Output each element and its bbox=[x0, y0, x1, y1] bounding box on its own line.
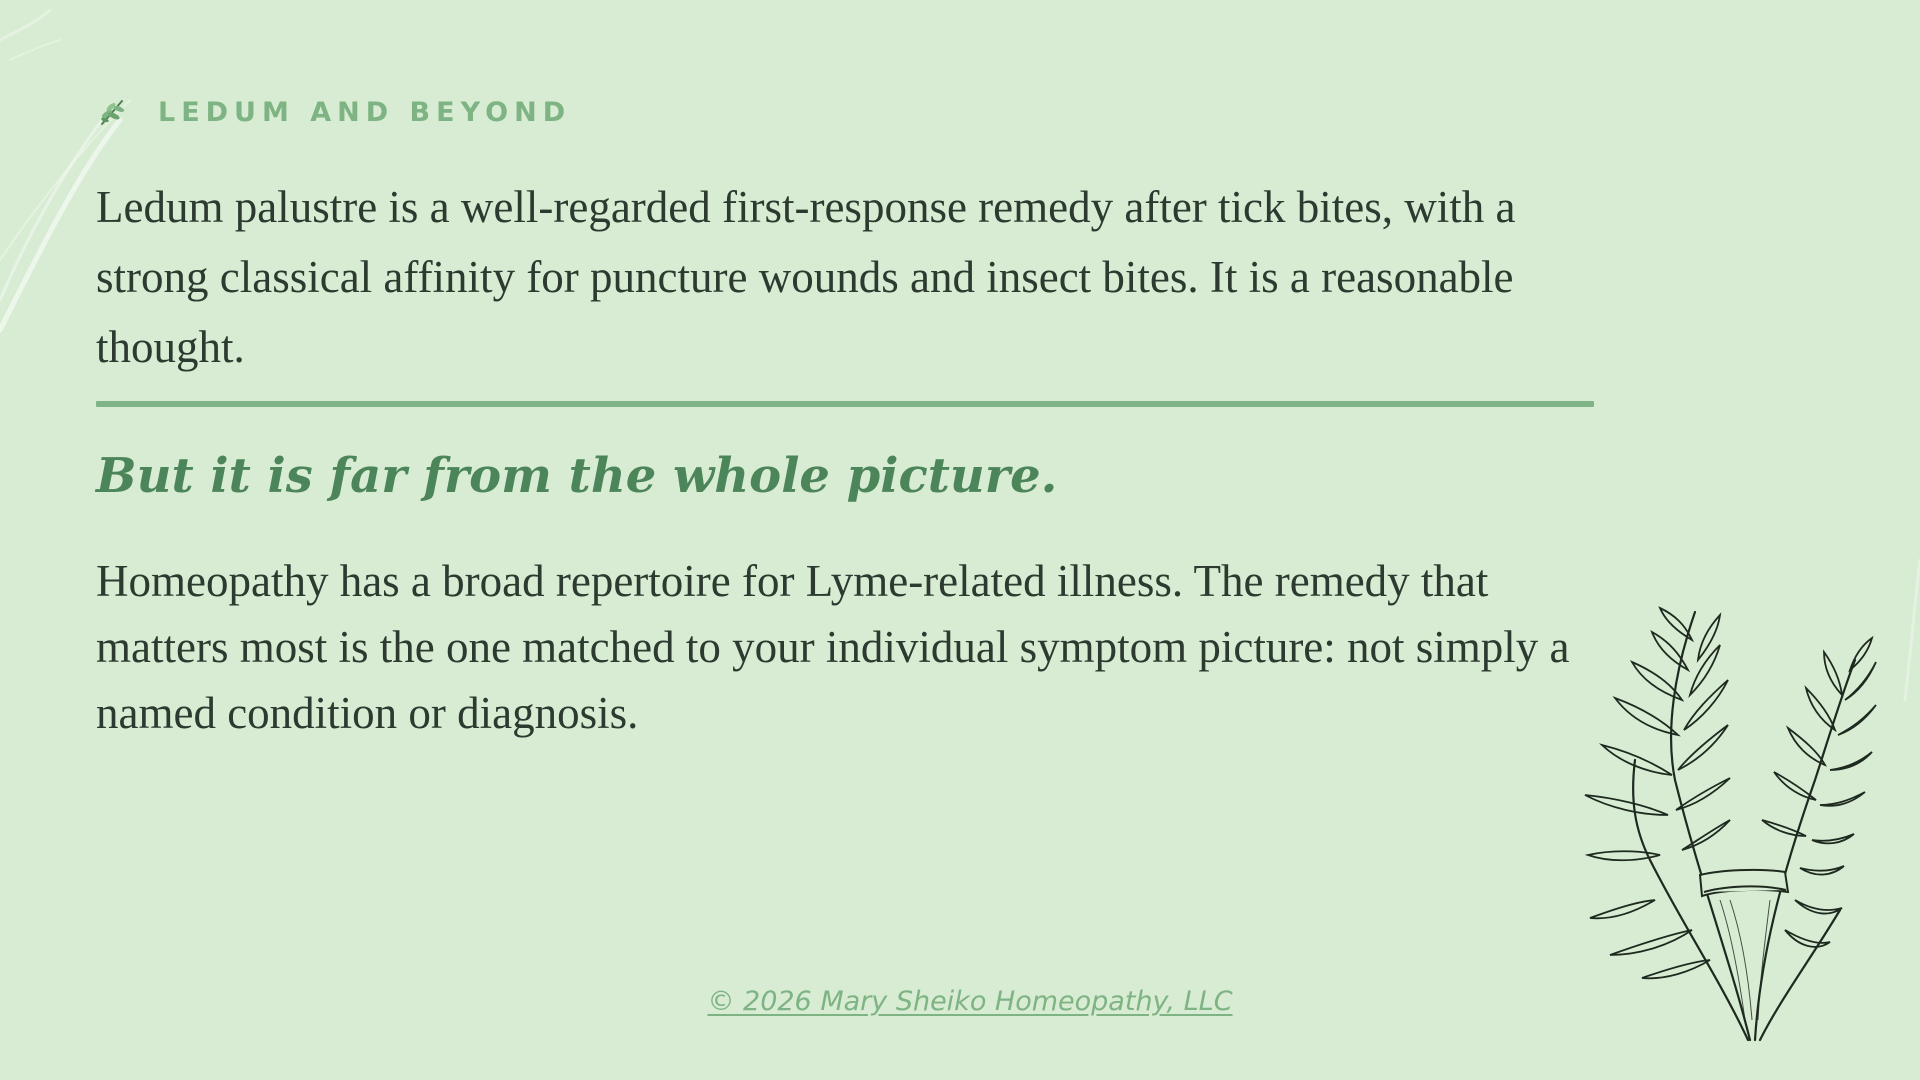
copyright-link[interactable]: © 2026 Mary Sheiko Homeopathy, LLC bbox=[707, 986, 1233, 1017]
section-title: LEDUM AND BEYOND bbox=[158, 96, 572, 128]
section-divider bbox=[96, 401, 1594, 407]
page-footer bbox=[0, 986, 1920, 1017]
body-paragraph: Homeopathy has a broad repertoire for Lyme-related illness. The remedy that matters most is the one matched to your individual symptom picture: not simply a named condition or diagnosis. bbox=[96, 556, 1570, 738]
pull-quote: But it is far from the whole picture. bbox=[96, 448, 1058, 504]
herb-sprig-icon bbox=[96, 96, 128, 128]
rosemary-sprig-illustration bbox=[1580, 600, 1880, 1045]
intro-paragraph: Ledum palustre is a well-regarded first-response remedy after tick bites, with a strong classical affinity for puncture wounds and insect bites. It is a reasonable thought. bbox=[96, 182, 1516, 372]
section-eyebrow bbox=[96, 92, 571, 132]
